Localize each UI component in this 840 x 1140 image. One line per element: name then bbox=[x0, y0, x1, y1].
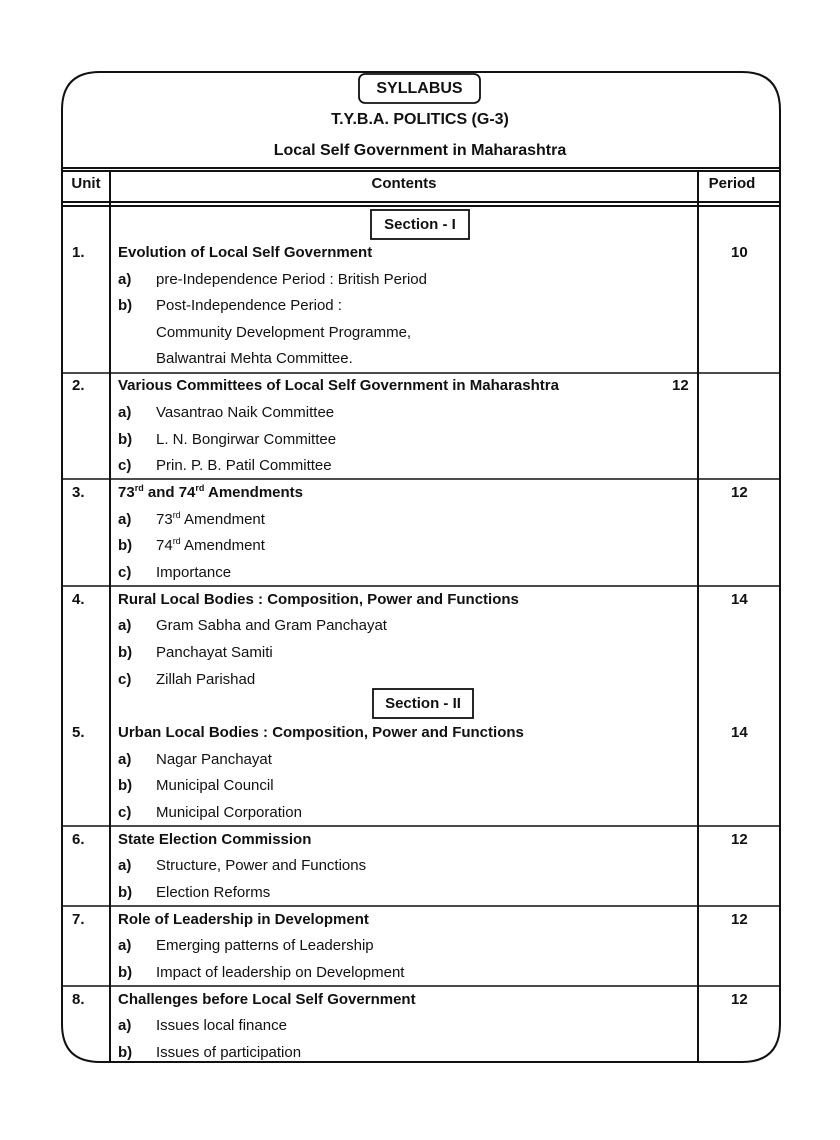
text-part: Amendment bbox=[180, 537, 265, 554]
text-part: Amendment bbox=[180, 511, 265, 528]
unit-period: 12 bbox=[731, 831, 748, 848]
item-label: b) bbox=[118, 777, 133, 794]
unit-number: 7. bbox=[72, 911, 85, 928]
item-text: Municipal Council bbox=[156, 777, 274, 794]
item-text bbox=[156, 537, 265, 555]
item-label: a) bbox=[118, 857, 132, 874]
unit-number: 6. bbox=[72, 831, 85, 848]
item-label: c) bbox=[118, 804, 132, 821]
unit-number: 2. bbox=[72, 377, 85, 394]
item-text: Community Development Programme, bbox=[156, 324, 412, 341]
unit-period: 14 bbox=[731, 724, 748, 741]
text-sup: rd bbox=[172, 536, 181, 546]
item-label: b) bbox=[118, 1044, 133, 1061]
unit-period: 12 bbox=[731, 911, 748, 928]
unit-title: Challenges before Local Self Government bbox=[118, 991, 416, 1008]
item-label: c) bbox=[118, 671, 132, 688]
item-label: a) bbox=[118, 1017, 132, 1034]
text-sup: rd bbox=[172, 510, 181, 520]
text-part: 73 bbox=[156, 511, 173, 528]
item-text: Post-Independence Period : bbox=[156, 297, 342, 314]
item-text: Importance bbox=[156, 564, 232, 581]
item-label: a) bbox=[118, 751, 132, 768]
title-part: and 74 bbox=[143, 484, 196, 501]
unit-number: 4. bbox=[72, 591, 85, 608]
column-period: Period bbox=[708, 175, 756, 192]
item-text: Prin. P. B. Patil Committee bbox=[156, 457, 332, 474]
unit-number: 8. bbox=[72, 991, 85, 1008]
item-label: a) bbox=[118, 617, 132, 634]
title-sup: rd bbox=[134, 483, 144, 493]
item-text: Vasantrao Naik Committee bbox=[156, 404, 335, 421]
unit-title bbox=[118, 484, 303, 502]
unit-title: Urban Local Bodies : Composition, Power and Functions bbox=[118, 724, 524, 741]
item-text: Impact of leadership on Development bbox=[156, 964, 405, 981]
item-text: Election Reforms bbox=[156, 884, 271, 901]
item-label: c) bbox=[118, 457, 132, 474]
unit-title: State Election Commission bbox=[118, 831, 312, 848]
title-sup: rd bbox=[195, 483, 205, 493]
course-title: T.Y.B.A. POLITICS (G-3) bbox=[331, 111, 509, 128]
item-label: b) bbox=[118, 884, 133, 901]
subject-title: Local Self Government in Maharashtra bbox=[273, 142, 567, 159]
item-label: b) bbox=[118, 644, 133, 661]
item-text: Structure, Power and Functions bbox=[156, 857, 367, 874]
item-text: Emerging patterns of Leadership bbox=[156, 937, 374, 954]
item-label: a) bbox=[118, 404, 132, 421]
item-text: Gram Sabha and Gram Panchayat bbox=[156, 617, 387, 634]
item-label: b) bbox=[118, 431, 133, 448]
text-part: 74 bbox=[156, 537, 173, 554]
section-2-label: Section - II bbox=[385, 695, 461, 712]
unit-number: 3. bbox=[72, 484, 85, 501]
title-part: Amendments bbox=[204, 484, 304, 501]
item-text: Zillah Parishad bbox=[156, 671, 256, 688]
unit-period: 12 bbox=[731, 484, 748, 501]
unit-title: Rural Local Bodies : Composition, Power and Functions bbox=[118, 591, 519, 608]
unit-period: 10 bbox=[731, 244, 748, 261]
unit-title: Role of Leadership in Development bbox=[118, 911, 369, 928]
item-label: c) bbox=[118, 564, 132, 581]
unit-number: 1. bbox=[72, 244, 85, 261]
item-label: a) bbox=[118, 271, 132, 288]
item-text bbox=[156, 511, 265, 529]
syllabus-label: SYLLABUS bbox=[376, 80, 463, 97]
column-contents: Contents bbox=[371, 175, 437, 192]
item-text: Panchayat Samiti bbox=[156, 644, 273, 661]
item-label: b) bbox=[118, 297, 133, 314]
unit-number: 5. bbox=[72, 724, 85, 741]
item-text: Municipal Corporation bbox=[156, 804, 302, 821]
unit-title: Various Committees of Local Self Government in Maharashtra bbox=[118, 377, 559, 394]
unit-period: 14 bbox=[731, 591, 748, 608]
item-text: Nagar Panchayat bbox=[156, 751, 272, 768]
column-unit: Unit bbox=[71, 175, 101, 192]
item-label: b) bbox=[118, 964, 133, 981]
unit-title: Evolution of Local Self Government bbox=[118, 244, 373, 261]
item-label: a) bbox=[118, 937, 132, 954]
item-label: a) bbox=[118, 511, 132, 528]
unit-period: 12 bbox=[672, 377, 689, 394]
unit-period: 12 bbox=[731, 991, 748, 1008]
item-text: Issues local finance bbox=[156, 1017, 287, 1034]
item-text: pre-Independence Period : British Period bbox=[156, 271, 427, 288]
item-label: b) bbox=[118, 537, 133, 554]
item-text: Balwantrai Mehta Committee. bbox=[156, 350, 353, 367]
section-1-label: Section - I bbox=[384, 216, 456, 233]
item-text: L. N. Bongirwar Committee bbox=[156, 431, 337, 448]
item-text: Issues of participation bbox=[156, 1044, 302, 1061]
title-part: 73 bbox=[118, 484, 135, 501]
